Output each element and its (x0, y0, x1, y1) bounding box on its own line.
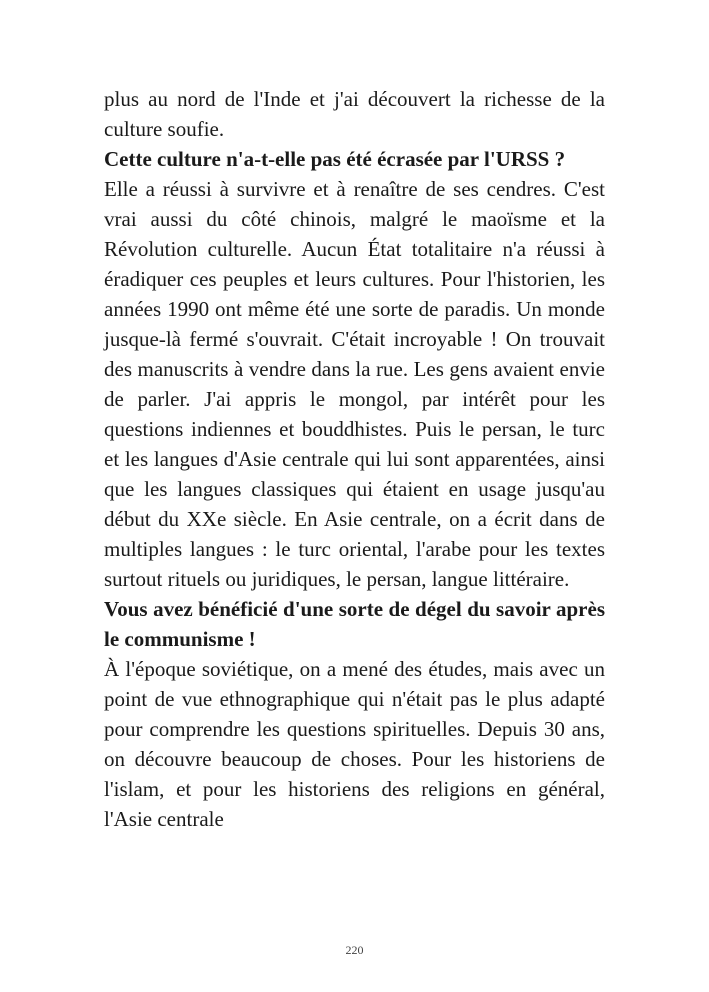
paragraph-question: Cette culture n'a-t-elle pas été écrasée par l'URSS ? (104, 147, 566, 171)
page-body (104, 84, 605, 834)
paragraph-answer: plus au nord de l'Inde et j'ai découvert la richesse de la culture soufie. (104, 87, 605, 141)
paragraph-answer: Elle a réussi à survivre et à renaître de ses cendres. C'est vrai aussi du côté chinois, malgré le maoïsme et la Révolution culturelle. Aucun État totalitaire n'a réussi à éradiquer ces peuples et leurs cultures. Pour l'historien, les années 1990 ont même été une sorte de paradis. Un monde jusque-là fermé s'ouvrait. C'était incroyable ! On trouvait des manuscrits à vendre dans la rue. Les gens avaient envie de parler. J'ai appris le mongol, par intérêt pour les questions indiennes et bouddhistes. Puis le persan, le turc et les langues d'Asie centrale qui lui sont apparentées, ainsi que les langues classiques qui étaient en usage jusqu'au début du XXe siècle. En Asie centrale, on a écrit dans de multiples langues : le turc oriental, l'arabe pour les textes surtout rituels ou juridiques, le persan, langue littéraire. (104, 177, 605, 591)
paragraph-question: Vous avez bénéficié d'une sorte de dégel du savoir après le communisme ! (104, 597, 605, 651)
page-number: 220 (345, 943, 364, 957)
paragraph-answer: À l'époque soviétique, on a mené des études, mais avec un point de vue ethnographique qui n'était pas le plus adapté pour comprendre les questions spirituelles. Depuis 30 ans, on découvre beaucoup de choses. Pour les historiens de l'islam, et pour les historiens des religions en général, l'Asie centrale (104, 657, 605, 831)
